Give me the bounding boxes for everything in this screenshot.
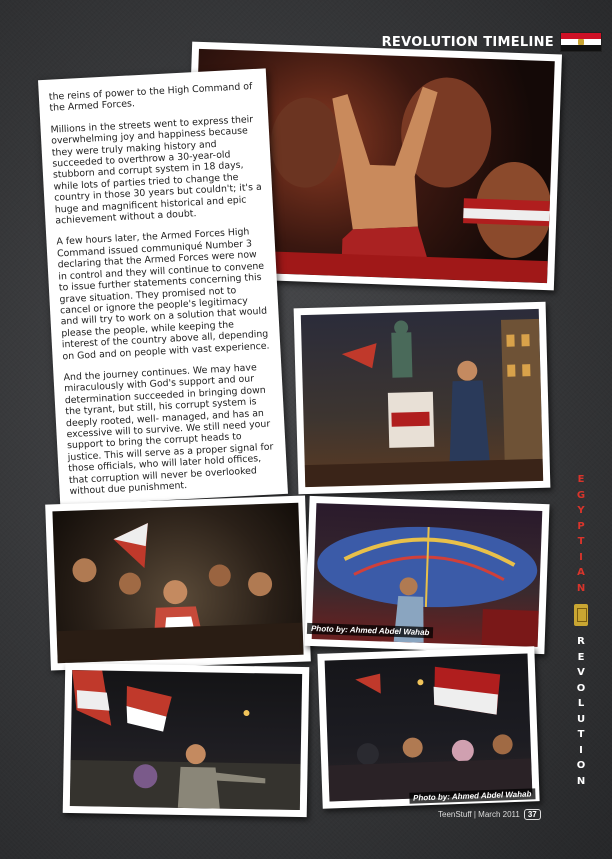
page-number: 37: [524, 809, 541, 820]
egypt-flag-icon: [560, 32, 602, 52]
photo-man-waving: [63, 663, 310, 817]
street-celebration-illustration: [70, 670, 302, 810]
sidebar-letter: E: [577, 651, 585, 663]
sidebar-letter: E: [577, 474, 585, 485]
eagle-emblem-icon: [574, 604, 588, 626]
photo-credit: Photo by: Ahmed Abdel Wahab: [409, 788, 536, 803]
photo-tanoura-dancer: [304, 496, 549, 654]
sidebar-letter: P: [577, 520, 585, 532]
sidebar-letter: O: [576, 682, 586, 694]
photo-crowd-cheering: [45, 496, 311, 671]
sidebar-letter: I: [579, 551, 583, 563]
sidebar-letter: T: [577, 536, 585, 547]
flag-waving-crowd-illustration: [325, 654, 533, 802]
statue-crowd-illustration: [301, 309, 543, 487]
magazine-issue: TeenStuff | March 2011: [438, 810, 520, 819]
article-paragraph: the reins of power to the High Command of the Armed Forces.: [48, 81, 253, 115]
egyptian-revolution-sidebar: [568, 472, 594, 789]
article-paragraph: And the journey continues. We may have miraculously with God's support and our determination succeeded in bringing down the tyrant, but still, his corrupt system is deeply rooted, well- managed, and has an excessive will to survive. We still need your support to bring the corrupt heads to justice. This will serve as a proper signal for those officials, who will later hold offices, that corruption will never be overlooked without due punishment.: [63, 362, 274, 498]
sidebar-letter: U: [576, 713, 586, 725]
header-title: REVOLUTION TIMELINE: [381, 34, 554, 50]
sidebar-letter: Y: [577, 505, 585, 516]
sidebar-letter: R: [577, 636, 585, 647]
photo-credit: Photo by: Ahmed Abdel Wahab: [307, 623, 434, 638]
photo-women-flags: [317, 646, 539, 808]
article-paragraph: Millions in the streets went to express their overwhelming joy and happiness because they were truly making history and succeeded to overthrow a 30-year-old stubborn and corrupt system in 18 days, while lots of parties tried to change the country in those 30 years but couldn't; it's a huge and magnificent historical and epic achievement without a doubt.: [50, 113, 262, 227]
sidebar-letter: V: [577, 667, 585, 678]
cheering-crowd-illustration: [52, 503, 303, 663]
page-footer: [438, 809, 541, 820]
sidebar-letter: N: [576, 775, 586, 787]
article-text-card: [38, 68, 288, 505]
article-paragraph: A few hours later, the Armed Forces High Command issued communiqué Number 3 declaring that the Armed Forces were now in control and they will continue to convene to issue further statements concerning this grave situation. They promised not to cancel or ignore the people's legitimacy and will try to work on a solution that would please the people, while keeping the interest of the country above all, depending on God and on people with vast experience.: [56, 226, 270, 362]
photo-statue-night: [294, 302, 551, 495]
sidebar-letter: G: [576, 489, 586, 501]
sidebar-letter: O: [576, 760, 586, 771]
sidebar-letter: T: [577, 729, 585, 740]
sidebar-letter: I: [579, 744, 583, 756]
sidebar-letter: L: [577, 698, 585, 709]
sidebar-letter: N: [576, 582, 586, 594]
sidebar-letter: A: [577, 567, 585, 578]
